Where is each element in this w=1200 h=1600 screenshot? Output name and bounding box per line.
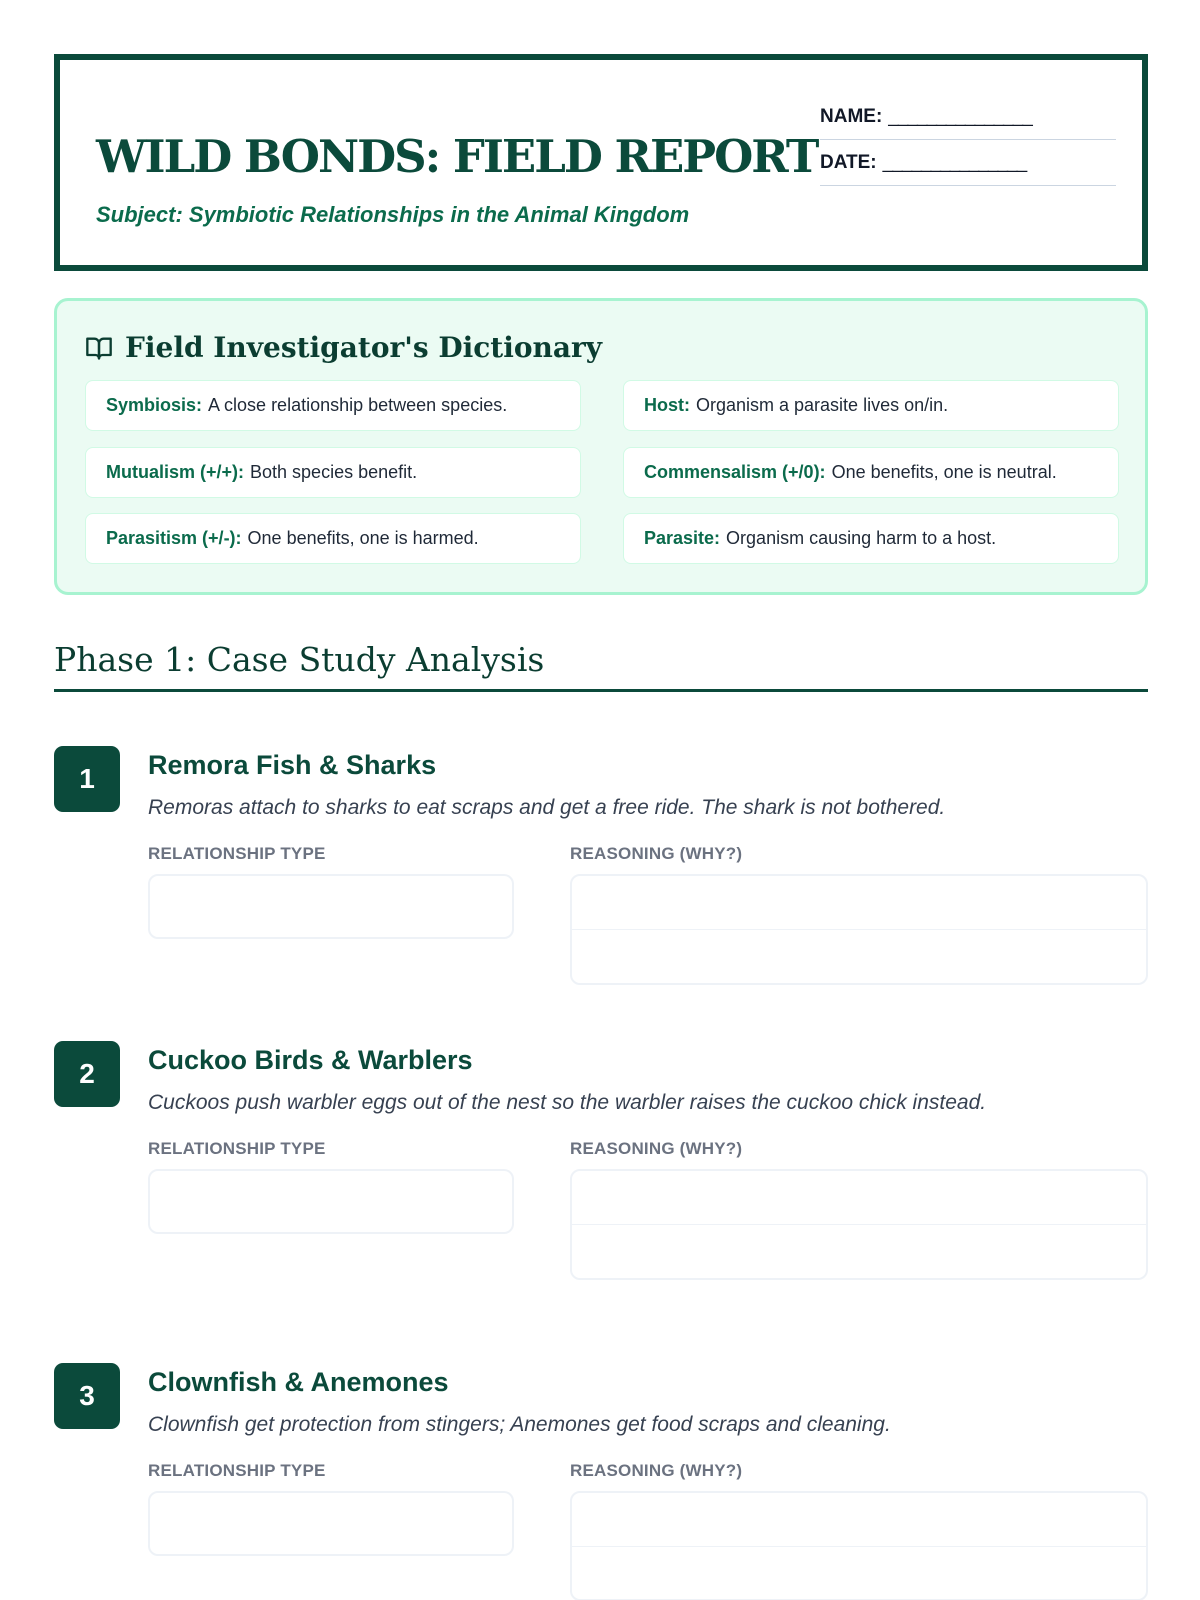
- case-number-badge: 2: [54, 1041, 120, 1107]
- reasoning-input[interactable]: [570, 1491, 1148, 1600]
- phase-heading: [54, 636, 1148, 692]
- dictionary-term: [623, 380, 1119, 431]
- term-definition: Organism a parasite lives on/in.: [696, 395, 949, 415]
- name-label: NAME:: [820, 105, 883, 127]
- answer-line: [572, 929, 1146, 930]
- date-blank: _______________: [882, 151, 1027, 173]
- case-description: Cuckoos push warbler eggs out of the nest so the warbler raises the cuckoo chick instead.: [148, 1091, 987, 1114]
- relationship-type-label: RELATIONSHIP TYPE: [148, 1461, 326, 1480]
- name-field[interactable]: [820, 94, 1116, 140]
- case-number-badge: 1: [54, 746, 120, 812]
- dictionary-panel: [54, 298, 1148, 595]
- term-name: Commensalism (+/0):: [644, 462, 826, 482]
- report-header: [54, 54, 1148, 271]
- dictionary-title: Field Investigator's Dictionary: [125, 331, 603, 364]
- relationship-type-label: RELATIONSHIP TYPE: [148, 1139, 326, 1158]
- dictionary-term: [623, 513, 1119, 564]
- answer-line: [572, 1224, 1146, 1225]
- dictionary-header: [85, 331, 602, 364]
- relationship-type-label: RELATIONSHIP TYPE: [148, 844, 326, 863]
- case-number-badge: 3: [54, 1363, 120, 1429]
- date-field[interactable]: [820, 140, 1116, 186]
- page-title: WILD BONDS: FIELD REPORT: [96, 130, 818, 183]
- relationship-type-input[interactable]: [148, 1491, 514, 1556]
- reasoning-label: REASONING (WHY?): [570, 1139, 743, 1158]
- dictionary-term: [85, 513, 581, 564]
- case-description: Remoras attach to sharks to eat scraps and get a free ride. The shark is not bothered.: [148, 796, 946, 819]
- name-blank: _______________: [888, 105, 1032, 127]
- term-definition: A close relationship between species.: [208, 395, 508, 415]
- reasoning-input[interactable]: [570, 874, 1148, 985]
- term-name: Mutualism (+/+):: [106, 462, 245, 482]
- dictionary-term: [623, 447, 1119, 498]
- dictionary-term: [85, 447, 581, 498]
- term-name: Parasite:: [644, 528, 721, 548]
- reasoning-input[interactable]: [570, 1169, 1148, 1280]
- relationship-type-input[interactable]: [148, 874, 514, 939]
- term-definition: One benefits, one is neutral.: [831, 462, 1057, 482]
- reasoning-label: REASONING (WHY?): [570, 844, 743, 863]
- term-name: Symbiosis:: [106, 395, 203, 415]
- term-name: Parasitism (+/-):: [106, 528, 242, 548]
- book-icon: [85, 334, 113, 362]
- case-title: Clownfish & Anemones: [148, 1367, 449, 1397]
- case-description: Clownfish get protection from stingers; Anemones get food scraps and cleaning.: [148, 1413, 891, 1436]
- case-title: Remora Fish & Sharks: [148, 750, 437, 780]
- reasoning-label: REASONING (WHY?): [570, 1461, 743, 1480]
- term-definition: Organism causing harm to a host.: [726, 528, 997, 548]
- case-title: Cuckoo Birds & Warblers: [148, 1045, 473, 1075]
- phase-title: Phase 1: Case Study Analysis: [54, 640, 545, 679]
- student-info: [820, 94, 1116, 186]
- answer-line: [572, 1546, 1146, 1547]
- term-definition: One benefits, one is harmed.: [247, 528, 479, 548]
- dictionary-term: [85, 380, 581, 431]
- relationship-type-input[interactable]: [148, 1169, 514, 1234]
- term-name: Host:: [644, 395, 690, 415]
- date-label: DATE:: [820, 151, 877, 173]
- term-definition: Both species benefit.: [250, 462, 418, 482]
- page-subtitle: Subject: Symbiotic Relationships in the Animal Kingdom: [96, 202, 690, 227]
